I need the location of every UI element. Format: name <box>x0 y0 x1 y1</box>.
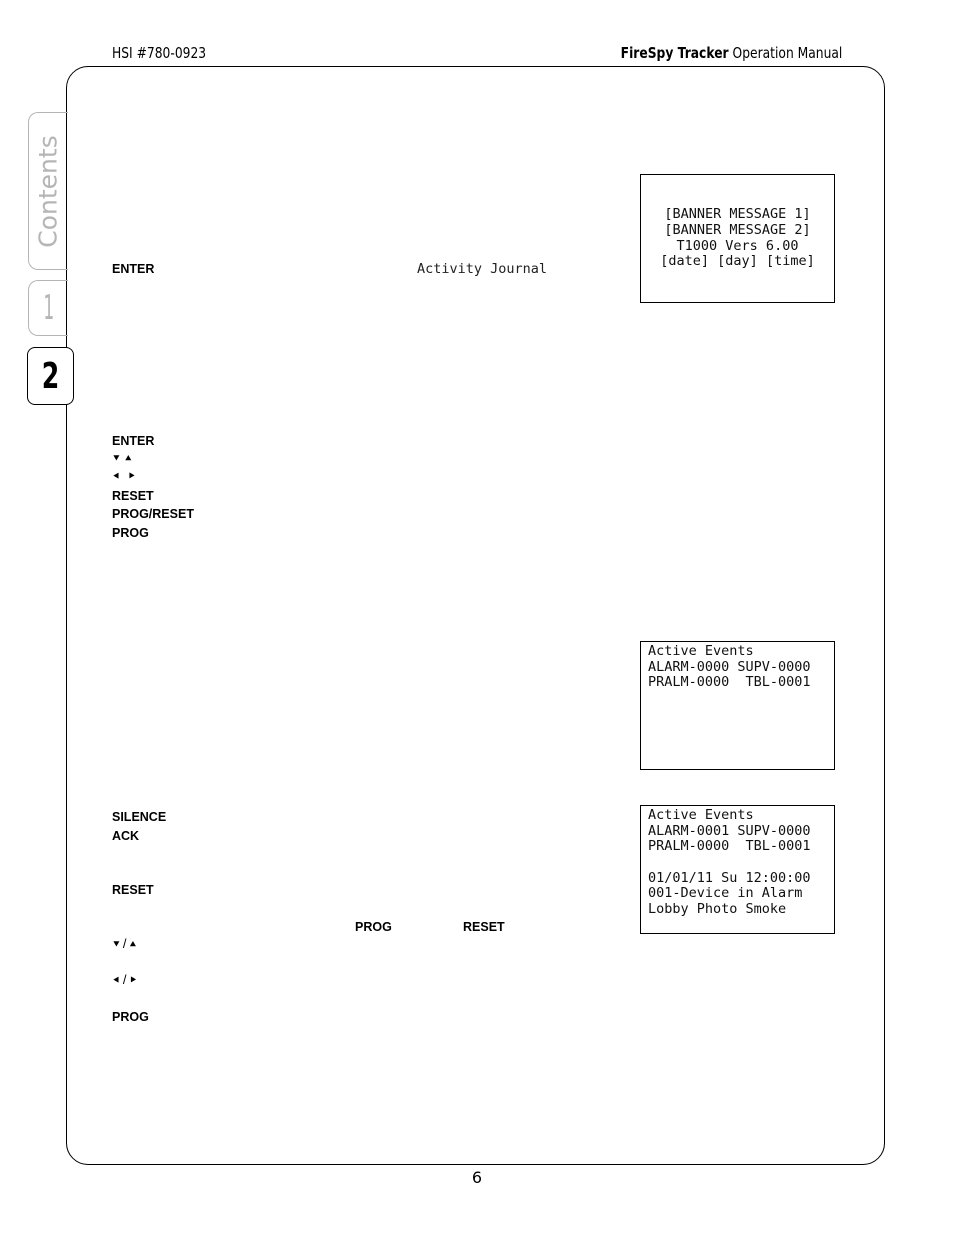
slash-separator: / <box>122 972 127 987</box>
key-prog-2: PROG <box>112 1010 149 1024</box>
arrow-down-icon: ⯆ <box>112 939 121 951</box>
manual-label: Operation Manual <box>732 44 842 62</box>
key-enter: ENTER <box>112 434 155 448</box>
product-name: FireSpy Tracker <box>620 44 729 62</box>
arrow-right-icon: ⯈ <box>128 975 138 987</box>
lcd-line: T1000 Vers 6.00 <box>676 237 799 254</box>
tab-contents[interactable] <box>28 112 68 270</box>
arrow-up-icon: ⯅ <box>123 453 133 465</box>
key-prog: PROG <box>112 526 149 540</box>
lcd-line: Active Events <box>648 807 754 823</box>
key-prog-reset: PROG/RESET <box>112 507 194 521</box>
tab-chapter-1[interactable] <box>28 280 68 336</box>
left-right-arrows-2 <box>112 973 137 988</box>
lcd-line: Active Events <box>648 643 754 659</box>
document-number: HSI #780-0923 <box>112 44 207 62</box>
arrow-left-icon: ⯇ <box>112 471 121 483</box>
lcd-line: [BANNER MESSAGE 2] <box>664 221 811 238</box>
arrow-left-icon: ⯇ <box>112 975 121 987</box>
key-reset: RESET <box>112 489 154 503</box>
key-reset-2: RESET <box>112 883 154 897</box>
left-right-arrows <box>112 470 136 484</box>
lcd-line: ALARM-0000 SUPV-0000 <box>648 658 811 675</box>
key-reset-inline: RESET <box>463 920 505 934</box>
lcd-line: [BANNER MESSAGE 1] <box>664 206 811 223</box>
page-number: 6 <box>471 1168 483 1187</box>
tab-chapter-1-label: 1 <box>43 288 54 328</box>
key-enter-label: ENTER <box>112 262 155 276</box>
lcd-banner-display <box>640 174 835 303</box>
arrow-down-icon: ⯆ <box>112 453 121 465</box>
up-down-arrows <box>112 452 133 466</box>
tab-chapter-2[interactable] <box>27 347 74 405</box>
key-prog-inline: PROG <box>355 920 392 934</box>
tab-chapter-2-label: 2 <box>41 355 60 397</box>
menu-text-activity-journal: Activity Journal <box>417 261 548 277</box>
manual-title <box>620 44 842 62</box>
arrow-up-icon: ⯅ <box>128 939 138 951</box>
key-silence: SILENCE <box>112 810 167 824</box>
lcd-line: PRALM-0000 TBL-0001 <box>648 838 811 855</box>
lcd-line: [date] [day] [time] <box>660 253 815 270</box>
key-ack: ACK <box>112 829 140 843</box>
lcd-active-alarm <box>640 805 835 934</box>
lcd-line: 01/01/11 Su 12:00:00 <box>648 869 811 886</box>
up-down-arrows-2 <box>112 937 137 952</box>
lcd-line: PRALM-0000 TBL-0001 <box>648 674 811 691</box>
arrow-right-icon: ⯈ <box>126 471 136 483</box>
lcd-active-events <box>640 641 835 770</box>
lcd-line: 001-Device in Alarm <box>648 885 803 902</box>
lcd-line: ALARM-0001 SUPV-0000 <box>648 822 811 839</box>
slash-separator: / <box>122 936 127 951</box>
lcd-line <box>648 855 827 871</box>
lcd-line: Lobby Photo Smoke <box>648 901 787 918</box>
tab-contents-label: Contents <box>34 134 64 248</box>
